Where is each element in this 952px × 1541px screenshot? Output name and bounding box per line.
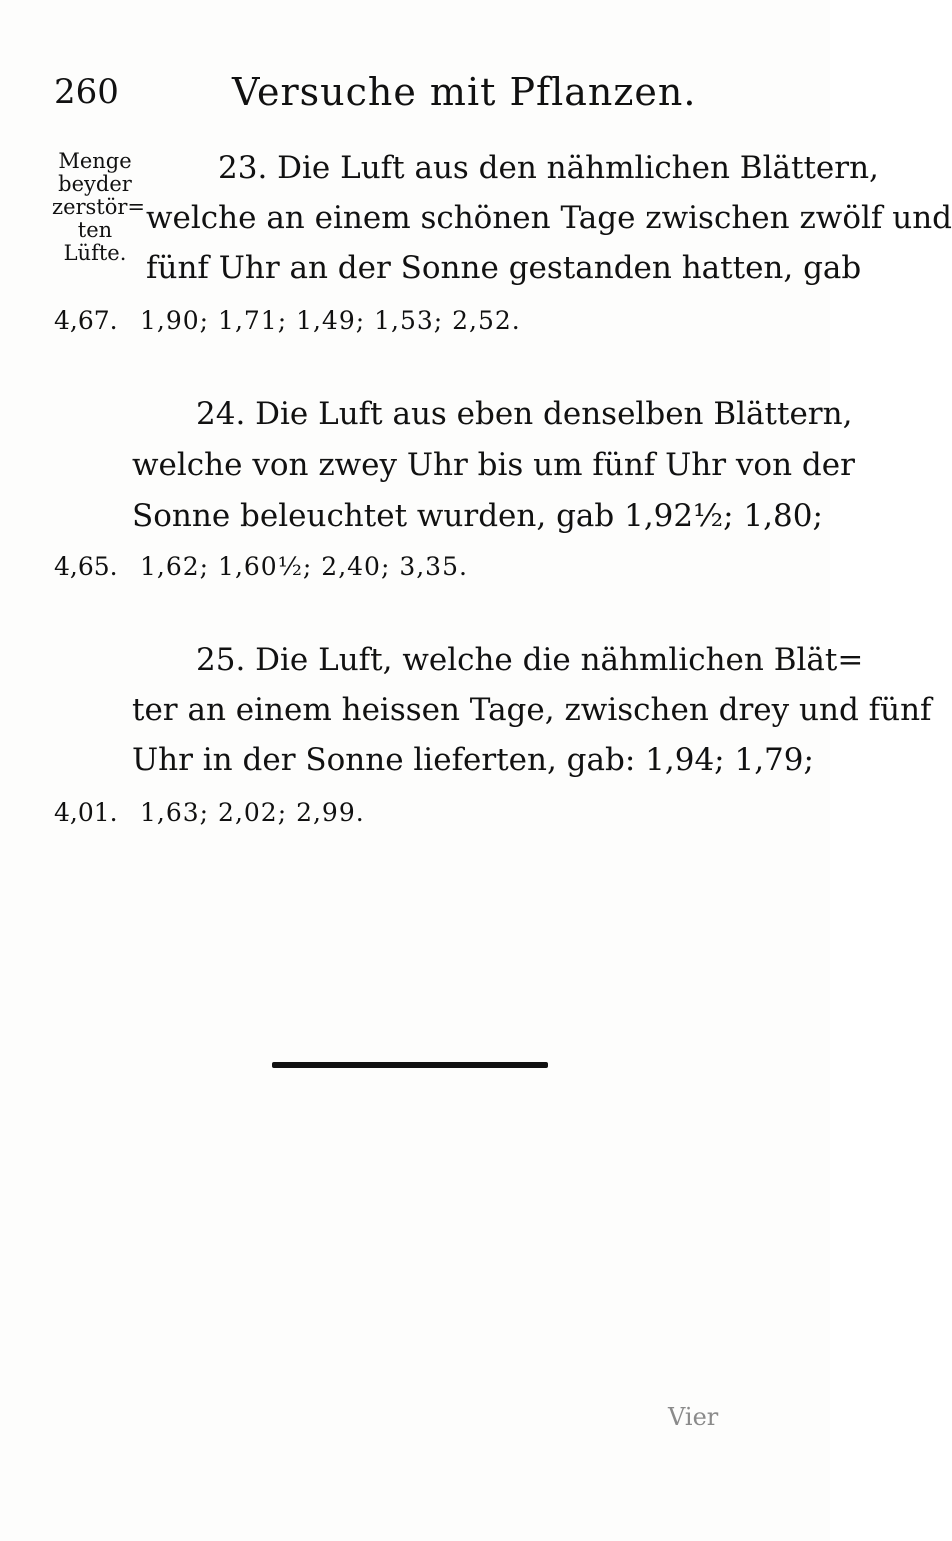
running-title: Versuche mit Pflanzen. [232, 70, 697, 114]
total-value: 4,65. [54, 552, 118, 581]
margin-note-line: Lüfte. [63, 241, 127, 265]
margin-note-line: beyder [58, 172, 132, 196]
margin-note [52, 149, 146, 265]
paragraph-line: welche von zwey Uhr bis um fünf Uhr von der [132, 447, 855, 483]
paragraph-line: 25. Die Luft, welche die nähmlichen Blät= [196, 642, 864, 678]
margin-note-line: zerstör= [52, 195, 146, 219]
paragraph-line: ter an einem heissen Tage, zwischen drey und fünf [132, 692, 932, 728]
page-number: 260 [54, 72, 119, 112]
paragraph-line: 23. Die Luft aus den nähmlichen Blättern, [218, 150, 879, 186]
paragraph-line: Uhr in der Sonne lieferten, gab: 1,94; 1,79; [132, 742, 814, 778]
measurement-values: 1,90; 1,71; 1,49; 1,53; 2,52. [140, 306, 521, 335]
paragraph-line: 24. Die Luft aus eben denselben Blättern, [196, 396, 853, 432]
paragraph-line: welche an einem schönen Tage zwischen zwölf und [146, 200, 952, 236]
catchword: Vier [668, 1403, 719, 1431]
measurement-values: 1,62; 1,60½; 2,40; 3,35. [140, 552, 468, 581]
measurement-values: 1,63; 2,02; 2,99. [140, 798, 365, 827]
margin-note-line: ten [77, 218, 113, 242]
total-value: 4,67. [54, 306, 118, 335]
margin-note-line: Menge [58, 149, 132, 173]
end-rule [272, 1062, 548, 1068]
paragraph-line: fünf Uhr an der Sonne gestanden hatten, gab [146, 250, 862, 286]
total-value: 4,01. [54, 798, 118, 827]
paragraph-line: Sonne beleuchtet wurden, gab 1,92½; 1,80; [132, 498, 823, 534]
